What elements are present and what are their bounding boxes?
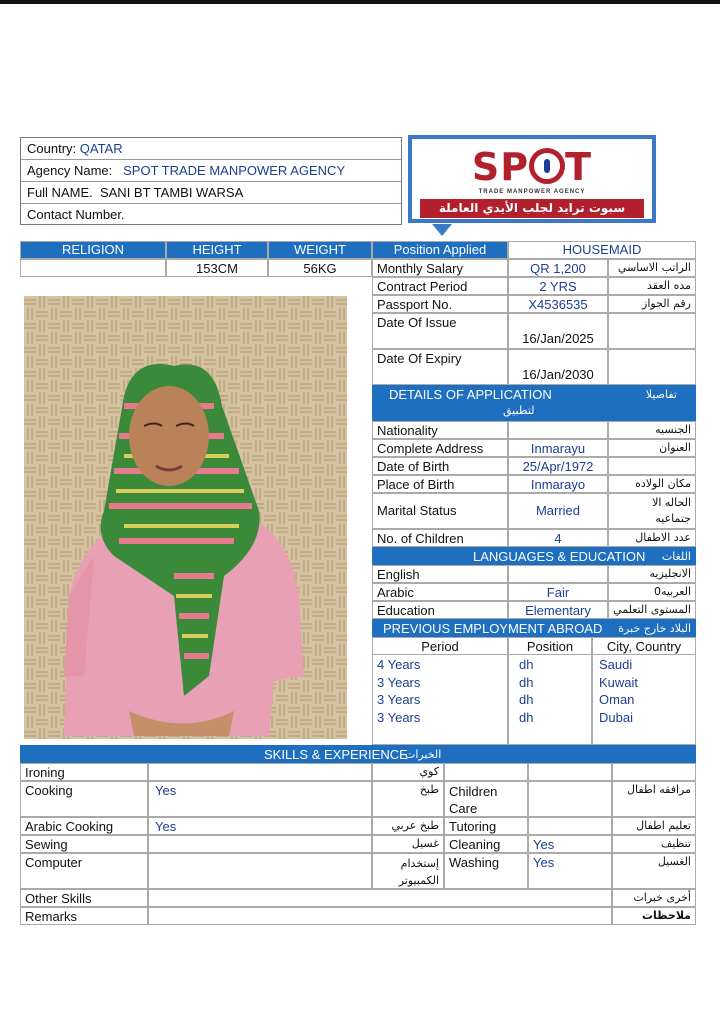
passport-label-ar: رقم الجواز (608, 295, 696, 313)
remarks-value (148, 907, 612, 925)
cleaning-label: Cleaning (444, 835, 528, 853)
logo-wordmark: SP T (471, 145, 593, 189)
ironing-value (148, 763, 372, 781)
children-care-label: Children Care (444, 781, 528, 817)
employment-title: PREVIOUS EMPLOYMENT ABROAD (383, 621, 603, 636)
expiry-date-ar (608, 349, 696, 385)
washing-label-ar: الغسيل (612, 853, 696, 889)
passport-value: X4536535 (508, 295, 608, 313)
logo-pointer (432, 224, 452, 236)
skill2-value-0 (528, 763, 612, 781)
contract-period-value: 2 YRS (508, 277, 608, 295)
birth-date-label: Date of Birth (372, 457, 508, 475)
children-value: 4 (508, 529, 608, 547)
arabic-label: Arabic (372, 583, 508, 601)
contact-row (21, 204, 401, 226)
arabic-cooking-label-ar: طبخ عربي (372, 817, 444, 835)
salary-label-ar: الراتب الاساسي (608, 259, 696, 277)
ironing-label-ar: كوي (372, 763, 444, 781)
ironing-label: Ironing (20, 763, 148, 781)
logo-subtitle: TRADE MANPOWER AGENCY (478, 189, 586, 195)
sewing-value (148, 835, 372, 853)
employment-position-2: dh (519, 692, 534, 707)
details-title-ar-2: لتطبيق (503, 404, 535, 417)
salary-label: Monthly Salary (372, 259, 508, 277)
birth-date-value: 25/Apr/1972 (508, 457, 608, 475)
fullname-label: Full NAME. (27, 185, 93, 200)
children-label-ar: عدد الاطفال (608, 529, 696, 547)
computer-label: Computer (20, 853, 148, 889)
weight-header: WEIGHT (268, 241, 372, 259)
education-label-ar: المستوى التعلمي (608, 601, 696, 619)
computer-label-ar: إستخدام الكمبيوتر (372, 853, 444, 889)
height-value: 153CM (166, 259, 268, 277)
cleaning-value: Yes (528, 835, 612, 853)
skills-title: SKILLS & EXPERIENCE (264, 747, 408, 762)
children-label: No. of Children (372, 529, 508, 547)
skill2-ar-0 (612, 763, 696, 781)
skills-experience-bar (20, 745, 696, 763)
education-value: Elementary (508, 601, 608, 619)
height-header: HEIGHT (166, 241, 268, 259)
employment-country-3: Dubai (599, 709, 633, 725)
religion-header: RELIGION (20, 241, 166, 259)
other-skills-value (148, 889, 612, 907)
marital-status-label-ar: الحاله الا جتماعيه (608, 493, 696, 529)
details-title: DETAILS OF APPLICATION (389, 387, 552, 402)
languages-title-ar: اللغات (661, 550, 691, 563)
logo-arabic: سبوت ترايد لجلب الأيدي العاملة (420, 199, 644, 218)
contract-period-label-ar: مده العقد (608, 277, 696, 295)
employment-position-1: dh (519, 674, 534, 690)
english-label-ar: الانجليزيه (608, 565, 696, 583)
birth-date-label-ar (608, 457, 696, 475)
nationality-label: Nationality (372, 421, 508, 439)
sewing-label: Sewing (20, 835, 148, 853)
passport-label: Passport No. (372, 295, 508, 313)
table-row: 3 Years (377, 709, 421, 725)
country-value: QATAR (79, 141, 123, 156)
table-row: 4 Years (377, 657, 421, 672)
salary-value: QR 1,200 (508, 259, 608, 277)
employment-position-0: dh (519, 657, 534, 672)
children-care-value (528, 781, 612, 817)
other-skills-label-ar: أخرى خبرات (612, 889, 696, 907)
washing-value: Yes (528, 853, 612, 889)
agency-label: Agency Name: (27, 163, 113, 178)
country-row (21, 138, 401, 160)
birth-place-label-ar: مكان الولاده (608, 475, 696, 493)
birth-place-label: Place of Birth (372, 475, 508, 493)
address-label-ar: العنوان (608, 439, 696, 457)
agency-logo (408, 135, 656, 223)
employment-title-ar: البلاد خارج خبرة (618, 622, 691, 635)
cleaning-label-ar: تنظيف (612, 835, 696, 853)
english-value (508, 565, 608, 583)
position-value: HOUSEMAID (508, 241, 696, 259)
details-title-ar: تفاصيلا (645, 388, 677, 401)
employment-country-1: Kuwait (599, 674, 639, 690)
skill2-label-0 (444, 763, 528, 781)
agency-value: SPOT TRADE MANPOWER AGENCY (123, 163, 346, 178)
marital-status-value: Married (508, 493, 608, 529)
top-border (0, 0, 720, 4)
employment-country-2: Oman (599, 692, 635, 707)
agency-row (21, 160, 401, 182)
table-row: 3 Years (377, 674, 421, 690)
weight-value: 56KG (268, 259, 372, 277)
arabic-value: Fair (508, 583, 608, 601)
arabic-cooking-label: Arabic Cooking (20, 817, 148, 835)
previous-employment-bar (372, 619, 696, 637)
languages-title: LANGUAGES & EDUCATION (473, 549, 646, 564)
computer-value (148, 853, 372, 889)
employment-country-0: Saudi (599, 657, 633, 672)
position-column-header: Position (508, 637, 592, 655)
nationality-label-ar: الجنسيه (608, 421, 696, 439)
employment-country-cell (592, 655, 696, 745)
contract-period-label: Contract Period (372, 277, 508, 295)
table-row: 3 Years (377, 692, 421, 707)
education-label: Education (372, 601, 508, 619)
issue-date-value: 16/Jan/2025 (508, 313, 608, 349)
issue-date-ar (608, 313, 696, 349)
employment-position-3: dh (519, 709, 534, 725)
tutoring-label: Tutoring (444, 817, 528, 835)
country-column-header: City, Country (592, 637, 696, 655)
employment-period-cell (372, 655, 508, 745)
fullname-row (21, 182, 401, 204)
arabic-cooking-value: Yes (148, 817, 372, 835)
tutoring-label-ar: تعليم اطفال (612, 817, 696, 835)
washing-label: Washing (444, 853, 528, 889)
nationality-value (508, 421, 608, 439)
contact-label: Contact Number. (27, 207, 125, 222)
religion-value (20, 259, 166, 277)
employment-position-cell (508, 655, 592, 745)
expiry-date-label: Date Of Expiry (372, 349, 508, 385)
position-applied-header: Position Applied (372, 241, 508, 259)
remarks-label-ar: ملاحظات (612, 907, 696, 925)
candidate-photo (24, 296, 347, 739)
children-care-label-ar: مرافقه اطفال (612, 781, 696, 817)
address-value: Inmarayu (508, 439, 608, 457)
expiry-date-value: 16/Jan/2030 (508, 349, 608, 385)
other-skills-label: Other Skills (20, 889, 148, 907)
issue-date-label: Date Of Issue (372, 313, 508, 349)
logo-o-icon (529, 148, 565, 184)
details-of-application-bar (372, 385, 696, 421)
skills-title-ar: الخبرات (405, 748, 442, 761)
arabic-label-ar: العربيه0 (608, 583, 696, 601)
agency-info-box (20, 137, 402, 225)
marital-status-label: Marital Status (372, 493, 508, 529)
english-label: English (372, 565, 508, 583)
languages-education-bar (372, 547, 696, 565)
tutoring-value (528, 817, 612, 835)
cooking-value: Yes (148, 781, 372, 817)
country-label: Country: (27, 141, 77, 156)
period-column-header: Period (372, 637, 508, 655)
fullname-value: SANI BT TAMBI WARSA (99, 185, 244, 200)
cooking-label: Cooking (20, 781, 148, 817)
sewing-label-ar: غسيل (372, 835, 444, 853)
birth-place-value: Inmarayo (508, 475, 608, 493)
cooking-label-ar: طبخ (372, 781, 444, 817)
remarks-label: Remarks (20, 907, 148, 925)
address-label: Complete Address (372, 439, 508, 457)
